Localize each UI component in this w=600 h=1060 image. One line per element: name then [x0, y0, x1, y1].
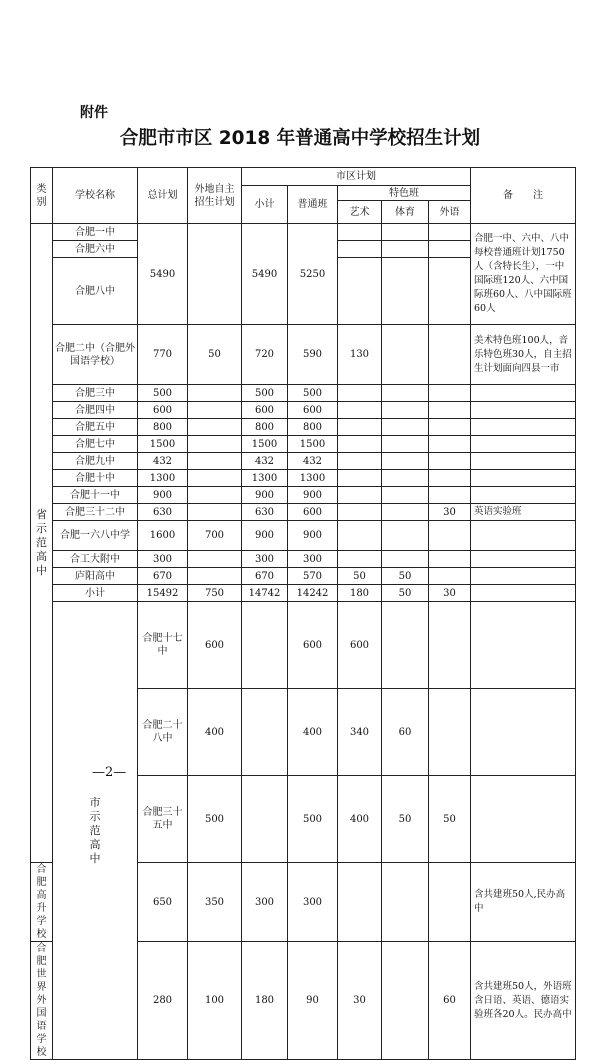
cell-note: [471, 568, 576, 585]
cell-art: 130: [338, 325, 382, 385]
school-name: 合肥三十二中: [53, 504, 138, 521]
cell-sports: [382, 487, 429, 504]
cell-foreign: [429, 568, 471, 585]
cell-art: [338, 487, 382, 504]
cell-art: [338, 419, 382, 436]
cell-foreign: 60: [429, 942, 471, 1060]
cell-sports: 50: [382, 568, 429, 585]
school-name: 合肥十一中: [53, 487, 138, 504]
header-school: 学校名称: [53, 168, 138, 224]
cell-art: [338, 504, 382, 521]
school-name: 庐阳高中: [53, 568, 138, 585]
table-row: [31, 487, 576, 504]
cell-external: [188, 551, 242, 568]
cell-regular: 400: [338, 776, 382, 863]
category-municipal-label: 市示范高中: [89, 795, 101, 865]
cell-subtotal: 300: [242, 551, 288, 568]
cell-total: 15492: [138, 585, 188, 602]
cell-art: 50: [382, 776, 429, 863]
table-row: [31, 551, 576, 568]
cell-sports: [382, 521, 429, 551]
cell-foreign: 30: [429, 585, 471, 602]
cell-art: [338, 241, 382, 258]
cell-external: [188, 504, 242, 521]
cell-note: [471, 521, 576, 551]
cell-note: 英语实验班: [471, 504, 576, 521]
cell-art: [338, 521, 382, 551]
cell-foreign: 30: [429, 504, 471, 521]
header-art: 艺术: [338, 201, 382, 224]
cell-foreign: [429, 863, 471, 942]
cell-sports: [382, 325, 429, 385]
school-name: 合肥一六八中学: [53, 521, 138, 551]
cell-sports: [382, 385, 429, 402]
cell-sports: [382, 470, 429, 487]
cell-regular: 14242: [288, 585, 338, 602]
cell-art: 180: [338, 585, 382, 602]
cell-foreign: [429, 224, 471, 241]
cell-total: 300: [138, 551, 188, 568]
school-name: 合肥世界外国语学校: [31, 942, 53, 1060]
cell-subtotal: 900: [242, 521, 288, 551]
header-city-plan: 市区计划: [242, 168, 471, 186]
cell-foreign: [429, 453, 471, 470]
group1-note: 合肥一中、六中、八中每校普通班计划1750 人（含特长生），一中国际班120人、六中国际班60人、八中国际班60人: [471, 224, 576, 325]
cell-subtotal: 670: [242, 568, 288, 585]
cell-subtotal: 900: [242, 487, 288, 504]
cell-sports: [382, 551, 429, 568]
cell-foreign: [429, 436, 471, 453]
cell-subtotal: 300: [242, 863, 288, 942]
cell-art: 60: [382, 689, 429, 776]
cell-total: 500: [138, 385, 188, 402]
cell-external: [242, 602, 288, 689]
cell-regular: 90: [288, 942, 338, 1060]
cell-subtotal: 500: [288, 776, 338, 863]
header-external: 外地自主招生计划: [188, 168, 242, 224]
cell-art: 30: [338, 942, 382, 1060]
category-provincial: [31, 224, 53, 863]
cell-foreign: [429, 241, 471, 258]
category-provincial-label: 省示范高中: [36, 508, 47, 577]
cell-sports: [382, 504, 429, 521]
school-name: 合肥五中: [53, 419, 138, 436]
school-name: 合肥四中: [53, 402, 138, 419]
school-name: 合肥一中: [53, 224, 138, 241]
cell-total: 670: [138, 568, 188, 585]
cell-sports: [382, 436, 429, 453]
cell-regular: 600: [338, 602, 382, 689]
cell-external: [188, 436, 242, 453]
cell-subtotal: 400: [288, 689, 338, 776]
cell-foreign: [429, 258, 471, 325]
cell-sports: 50: [429, 776, 471, 863]
cell-art: [338, 436, 382, 453]
group1-total: 5490: [138, 224, 188, 325]
school-name: 合肥三中: [53, 385, 138, 402]
cell-art: [338, 385, 382, 402]
cell-art: [338, 402, 382, 419]
cell-note: [471, 402, 576, 419]
cell-subtotal: 14742: [242, 585, 288, 602]
cell-foreign: [429, 325, 471, 385]
cell-sports: [382, 224, 429, 241]
cell-external: 50: [188, 325, 242, 385]
table-row: [31, 504, 576, 521]
header-special: 特色班: [338, 186, 471, 201]
cell-sports: [382, 258, 429, 325]
group1-subtotal: 5490: [242, 224, 288, 325]
cell-total: 650: [138, 863, 188, 942]
cell-sports: [382, 419, 429, 436]
school-name: 合肥二中（合肥外国语学校）: [53, 325, 138, 385]
cell-total: 600: [188, 602, 242, 689]
cell-foreign: [471, 602, 576, 689]
header-regular: 普通班: [288, 186, 338, 224]
cell-foreign: [429, 521, 471, 551]
school-name: 合肥九中: [53, 453, 138, 470]
cell-regular: 590: [288, 325, 338, 385]
page-title: 合肥市市区 2018 年普通高中学校招生计划: [119, 128, 481, 149]
cell-sports: [382, 241, 429, 258]
cell-external: 700: [188, 521, 242, 551]
cell-total: 1500: [138, 436, 188, 453]
page-number: —2—: [92, 765, 127, 780]
cell-sports: [382, 402, 429, 419]
table-row: [31, 453, 576, 470]
cell-subtotal: 720: [242, 325, 288, 385]
cell-note: [471, 453, 576, 470]
school-name: 合肥十中: [53, 470, 138, 487]
school-name: 合工大附中: [53, 551, 138, 568]
cell-foreign: [471, 776, 576, 863]
cell-regular: 900: [288, 487, 338, 504]
cell-total: 600: [138, 402, 188, 419]
cell-subtotal: 600: [242, 402, 288, 419]
cell-note: [471, 419, 576, 436]
table-row: [31, 602, 576, 689]
cell-art: [338, 551, 382, 568]
cell-art: [338, 224, 382, 241]
cell-note: 美术特色班100人，音乐特色班30人，自主招生计划面向四县一市: [471, 325, 576, 385]
cell-subtotal: 600: [288, 602, 338, 689]
cell-total: 400: [188, 689, 242, 776]
cell-art: [338, 470, 382, 487]
cell-regular: 340: [338, 689, 382, 776]
cell-total: 1300: [138, 470, 188, 487]
cell-total: 770: [138, 325, 188, 385]
header-total: 总计划: [138, 168, 188, 224]
subtotal-label: 小计: [53, 585, 138, 602]
cell-note: [471, 551, 576, 568]
header-foreign: 外语: [429, 201, 471, 224]
cell-foreign: [429, 487, 471, 504]
cell-sports: [429, 602, 471, 689]
cell-sports: [382, 942, 429, 1060]
cell-external: [242, 776, 288, 863]
cell-note: [471, 385, 576, 402]
cell-foreign: [429, 470, 471, 487]
school-name: 合肥高升学校: [31, 863, 53, 942]
header-category: 类别: [31, 168, 53, 224]
cell-total: 1600: [138, 521, 188, 551]
cell-foreign: [429, 551, 471, 568]
cell-regular: 600: [288, 504, 338, 521]
table-row: [31, 419, 576, 436]
header-sports: 体育: [382, 201, 429, 224]
cell-regular: 1500: [288, 436, 338, 453]
cell-regular: 300: [288, 863, 338, 942]
school-name: 合肥七中: [53, 436, 138, 453]
cell-art: 50: [338, 568, 382, 585]
cell-external: [188, 419, 242, 436]
cell-sports: [382, 863, 429, 942]
table-row: [31, 385, 576, 402]
cell-subtotal: 180: [242, 942, 288, 1060]
cell-art: [382, 602, 429, 689]
school-name: 合肥二十八中: [138, 689, 188, 776]
cell-regular: 500: [288, 385, 338, 402]
cell-total: 280: [138, 942, 188, 1060]
cell-subtotal: 1500: [242, 436, 288, 453]
category-municipal: [53, 602, 138, 1060]
cell-regular: 432: [288, 453, 338, 470]
cell-regular: 800: [288, 419, 338, 436]
cell-sports: 50: [382, 585, 429, 602]
cell-subtotal: 630: [242, 504, 288, 521]
cell-note: 含共建班50人,民办高中: [471, 863, 576, 942]
cell-note: [471, 585, 576, 602]
cell-foreign: [429, 385, 471, 402]
cell-external: [188, 487, 242, 504]
cell-subtotal: 800: [242, 419, 288, 436]
cell-regular: 570: [288, 568, 338, 585]
cell-total: 500: [188, 776, 242, 863]
cell-external: [188, 402, 242, 419]
cell-foreign: [429, 402, 471, 419]
school-name: 合肥十七中: [138, 602, 188, 689]
cell-note: [471, 436, 576, 453]
cell-total: 630: [138, 504, 188, 521]
attachment-label: 附件: [80, 105, 108, 121]
cell-subtotal: 500: [242, 385, 288, 402]
table-body: [31, 168, 576, 1060]
school-name: 合肥六中: [53, 241, 138, 258]
group1-regular: 5250: [288, 224, 338, 325]
cell-external: 350: [188, 863, 242, 942]
cell-total: 800: [138, 419, 188, 436]
cell-external: [188, 385, 242, 402]
cell-external: 100: [188, 942, 242, 1060]
table-row: [31, 568, 576, 585]
header-note: 备 注: [471, 168, 576, 224]
cell-sports: [429, 689, 471, 776]
table-row: [31, 402, 576, 419]
cell-art: [338, 453, 382, 470]
group1-external: [188, 224, 242, 325]
cell-external: [188, 568, 242, 585]
enrollment-plan-table: [30, 167, 576, 1060]
cell-total: 900: [138, 487, 188, 504]
cell-regular: 600: [288, 402, 338, 419]
cell-external: [242, 689, 288, 776]
cell-note: [471, 487, 576, 504]
cell-regular: 300: [288, 551, 338, 568]
cell-sports: [382, 453, 429, 470]
cell-external: [188, 453, 242, 470]
school-name: 合肥三十五中: [138, 776, 188, 863]
cell-total: 432: [138, 453, 188, 470]
cell-art: [338, 258, 382, 325]
cell-external: 750: [188, 585, 242, 602]
cell-external: [188, 470, 242, 487]
school-name: 合肥八中: [53, 258, 138, 325]
cell-note: [471, 470, 576, 487]
cell-regular: 1300: [288, 470, 338, 487]
header-subtotal: 小计: [242, 186, 288, 224]
subtotal-row: [31, 585, 576, 602]
cell-subtotal: 1300: [242, 470, 288, 487]
table-row: [31, 521, 576, 551]
cell-foreign: [471, 689, 576, 776]
cell-subtotal: 432: [242, 453, 288, 470]
cell-note: 含共建班50人，外语班含日语、英语、德语实验班各20人。民办高中: [471, 942, 576, 1060]
cell-regular: 900: [288, 521, 338, 551]
table-row: [31, 470, 576, 487]
cell-art: [338, 863, 382, 942]
table-row: [31, 436, 576, 453]
cell-foreign: [429, 419, 471, 436]
